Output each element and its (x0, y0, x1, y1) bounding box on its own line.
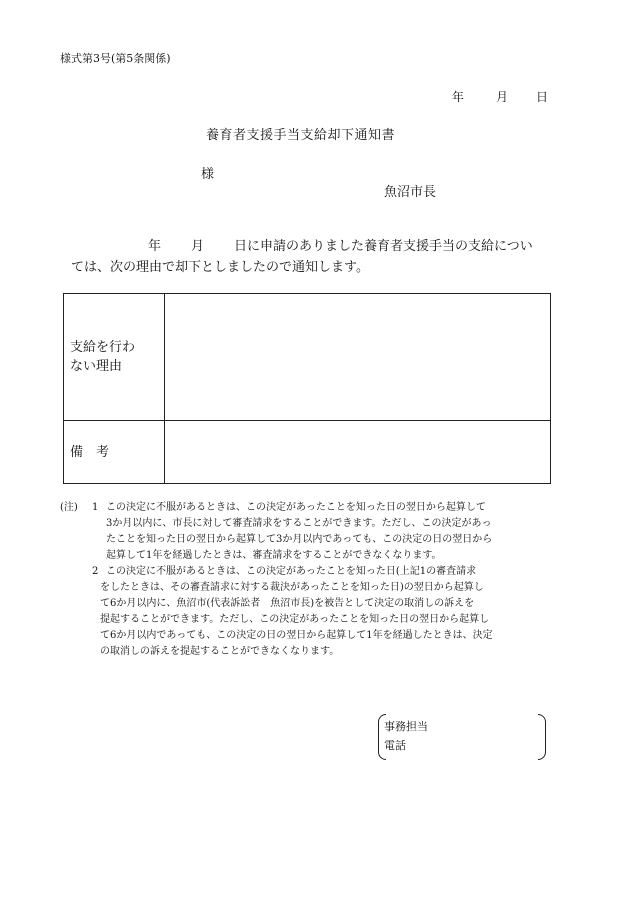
note-2-line1: この決定に不服があるときは、この決定があったことを知った日(上記1の審査請求 (106, 566, 477, 577)
body-month: 月 (191, 239, 205, 254)
note-2-line5: て6か月以内であっても、この決定の日の翌日から起算して1年を経過したときは、決定 (100, 630, 493, 641)
body-text (60, 236, 560, 278)
form-number: 様式第3号(第5条関係) (60, 52, 171, 65)
body-year: 年 (148, 239, 162, 254)
form-table (63, 293, 551, 484)
note-1-line1: この決定に不服があるときは、この決定があったことを知った日の翌日から起算して (106, 502, 486, 513)
reason-row (64, 294, 551, 421)
document-title: 養育者支援手当支給却下通知書 (206, 128, 396, 143)
phone-label: 電話 (384, 739, 406, 752)
date-month: 月 (496, 90, 509, 104)
addressee-suffix: 様 (201, 167, 215, 182)
body-line1: 日に申請のありました養育者支援手当の支給につい (234, 239, 533, 254)
note-2-line2: をしたときは、その審査請求に対する裁決があったことを知った日)の翌日から起算し (100, 582, 484, 593)
date-day: 日 (536, 90, 549, 104)
date-line (452, 88, 548, 105)
note-2-number: 2 (92, 566, 99, 577)
reason-value[interactable] (165, 294, 551, 421)
note-2-line4: 提起することができます。ただし、この決定があったことを知った日の翌日から起算し (100, 614, 490, 625)
note-1-number: 1 (92, 502, 99, 513)
reason-label-line1: 支給を行わ (70, 340, 136, 355)
reason-label-line2: ない理由 (70, 359, 123, 374)
note-1-line4: 起算して1年を経過したときは、審査請求をすることができなくなります。 (106, 550, 442, 561)
issuer: 魚沼市長 (384, 185, 437, 200)
staff-label: 事務担当 (384, 720, 428, 733)
note-1-line3: たことを知った日の翌日から起算して3か月以内であっても、この決定の日の翌日から (106, 534, 493, 545)
notes (60, 500, 575, 660)
note-1-line2: 3か月以内に、市長に対して審査請求をすることができます。ただし、この決定があっ (106, 518, 492, 529)
remarks-row (64, 421, 551, 484)
date-year: 年 (452, 90, 465, 104)
notes-label: (注) (60, 502, 78, 513)
contact-box (378, 714, 546, 760)
right-bracket (538, 714, 546, 760)
note-2-line3: て6か月以内に、魚沼市(代表訴訟者 魚沼市長)を被告として決定の取消しの訴えを (100, 598, 475, 609)
body-line2: ては、次の理由で却下としましたので通知します。 (71, 260, 369, 275)
remarks-label: 備 考 (64, 421, 165, 484)
note-2-line6: の取消しの訴えを提起することができなくなります。 (100, 646, 340, 657)
reason-label (64, 294, 165, 421)
remarks-value[interactable] (165, 421, 551, 484)
